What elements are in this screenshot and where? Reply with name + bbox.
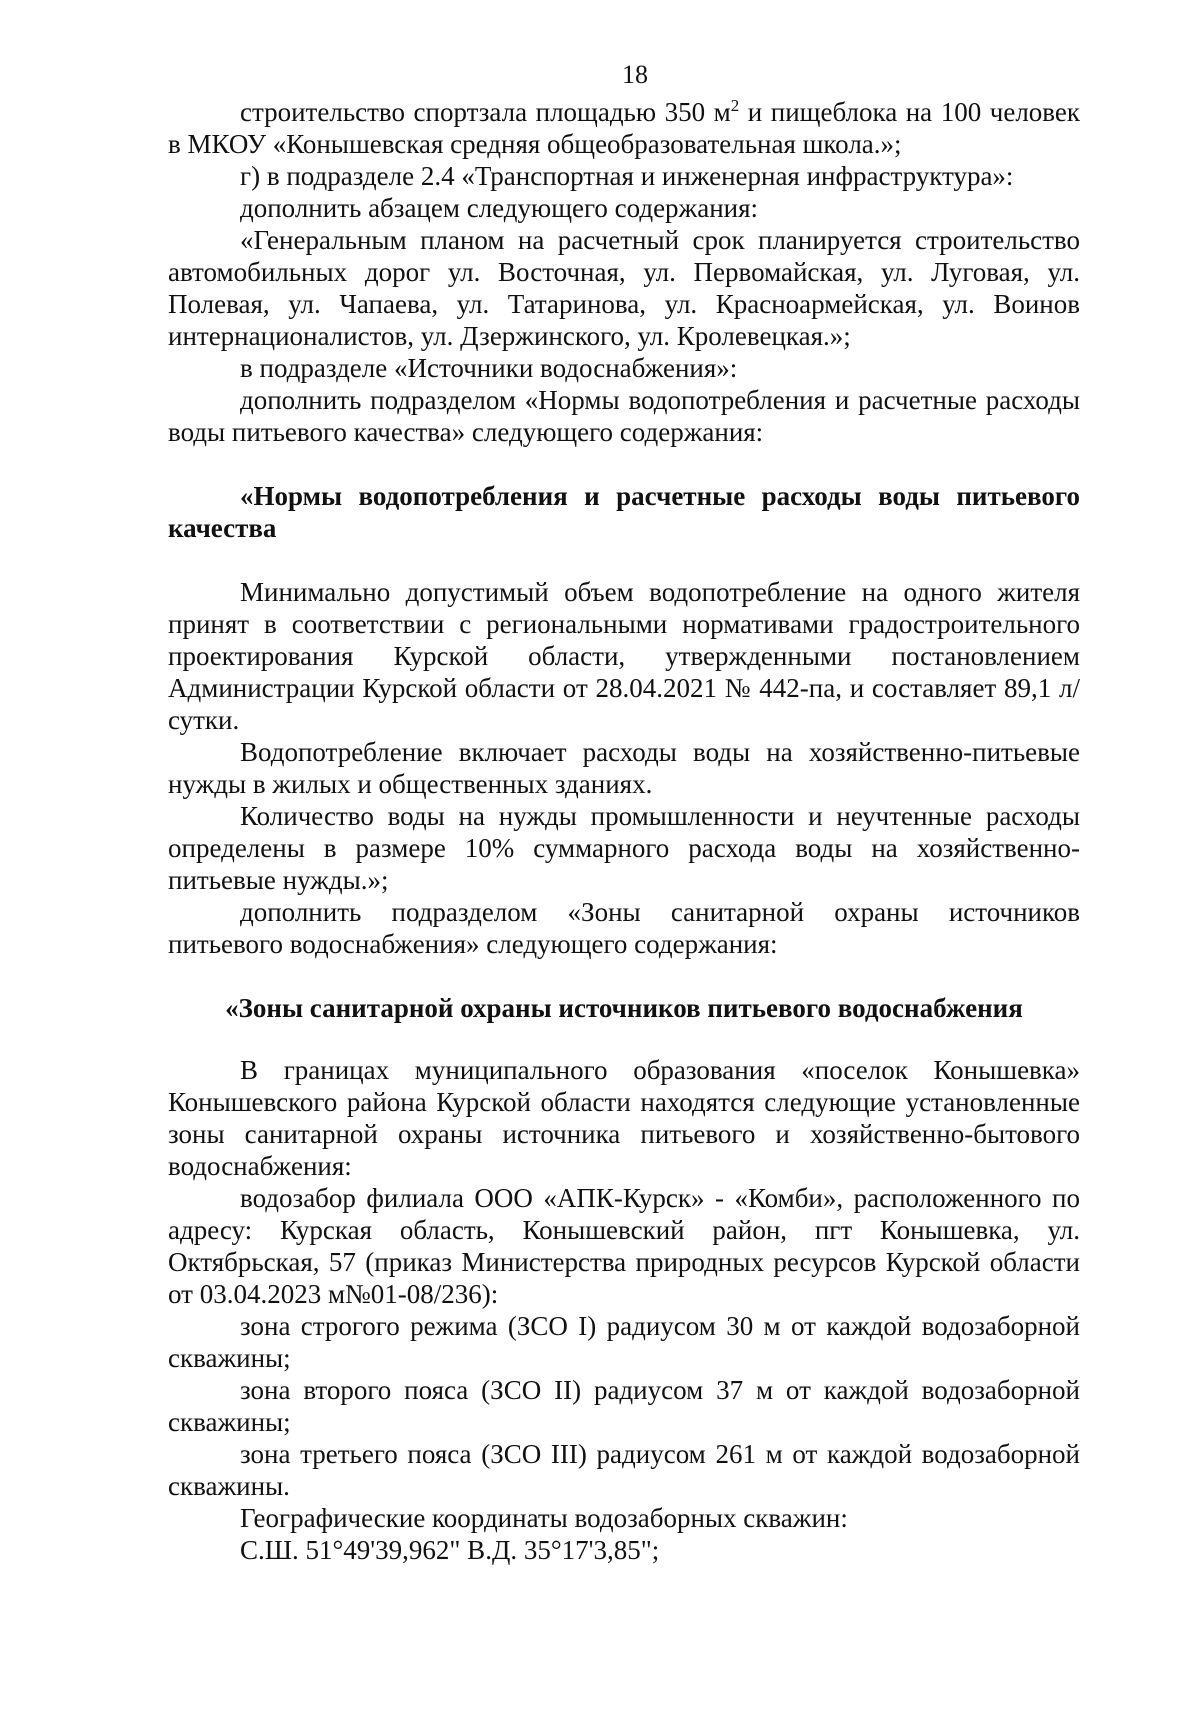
section-heading-zones: «Зоны санитарной охраны источников питьевого водоснабжения [225,993,1023,1023]
spacer [168,1024,1080,1054]
document-body [168,96,1080,1566]
spacer [168,544,1080,576]
paragraph-sports-hall [168,96,1080,160]
superscript: 2 [730,96,740,115]
paragraph-water-intake: водозабор филиала ООО «АПК-Курск» - «Комби», расположенного по адресу: Курская область, Конышевский район, пгт Конышевка, ул. Октябрьская, 57 (приказ Министерства природных ресурсов Курской области от 03.04.2023 м№01-08/236): [168,1183,1080,1309]
paragraph-water-sources: в подразделе «Источники водоснабжения»: [240,353,738,383]
spacer [168,960,1080,992]
paragraph-zone-2: зона второго пояса (ЗСО II) радиусом 37 м от каждой водозаборной скважины; [168,1375,1080,1437]
paragraph-add-abzac: дополнить абзацем следующего содержания: [240,193,759,223]
paragraph-roads: «Генеральным планом на расчетный срок планируется строительство автомобильных дорог ул. Восточная, ул. Первомайская, ул. Луговая, ул. Полевая, ул. Чапаева, ул. Татаринова, ул. Красноармейская, ул. Воинов интернационалистов, ул. Дзержинского, ул. Кролевецкая.»; [168,225,1080,351]
paragraph-consumption-includes: Водопотребление включает расходы воды на хозяйственно-питьевые нужды в жилых и общественных зданиях. [168,737,1080,799]
spacer [168,448,1080,480]
paragraph-transport-subsection: г) в подразделе 2.4 «Транспортная и инженерная инфраструктура»: [240,161,1014,191]
paragraph-coordinates-value: С.Ш. 51°49'39,962" В.Д. 35°17'3,85"; [240,1535,660,1565]
paragraph-zone-3: зона третьего пояса (ЗСО III) радиусом 261 м от каждой водозаборной скважины. [168,1439,1080,1501]
paragraph-add-norms: дополнить подразделом «Нормы водопотребления и расчетные расходы воды питьевого качества» следующего содержания: [168,385,1080,447]
paragraph-industry-water: Количество воды на нужды промышленности и неучтенные расходы определены в размере 10% суммарного расхода воды на хозяйственно-питьевые нужды.»; [168,801,1080,895]
paragraph-zones-intro: В границах муниципального образования «поселок Конышевка» Конышевского района Курской области находятся следующие установленные зоны санитарной охраны источника питьевого и хозяйственно-бытового водоснабжения: [168,1055,1080,1181]
section-heading-norms: «Нормы водопотребления и расчетные расходы воды питьевого качества [168,481,1080,543]
paragraph-text: строительство спортзала площадью 350 м [240,97,731,127]
paragraph-coordinates-title: Географические координаты водозаборных скважин: [240,1503,848,1533]
paragraph-min-consumption: Минимально допустимый объем водопотребление на одного жителя принят в соответствии с региональными нормативами градостроительного проектирования Курской области, утвержденными постановлением Администрации Курской области от 28.04.2021 № 442-па, и составляет 89,1 л/сутки. [168,577,1080,735]
paragraph-zone-1: зона строгого режима (ЗСО I) радиусом 30 м от каждой водозаборной скважины; [168,1311,1080,1373]
paragraph-text-cont: и пищеблока на 100 человек в МКОУ «Конышевская средняя общеобразовательная школа.»; [168,97,1080,159]
page-number: 18 [622,60,648,89]
paragraph-add-zones: дополнить подразделом «Зоны санитарной охраны источников питьевого водоснабжения» следующего содержания: [168,897,1080,959]
